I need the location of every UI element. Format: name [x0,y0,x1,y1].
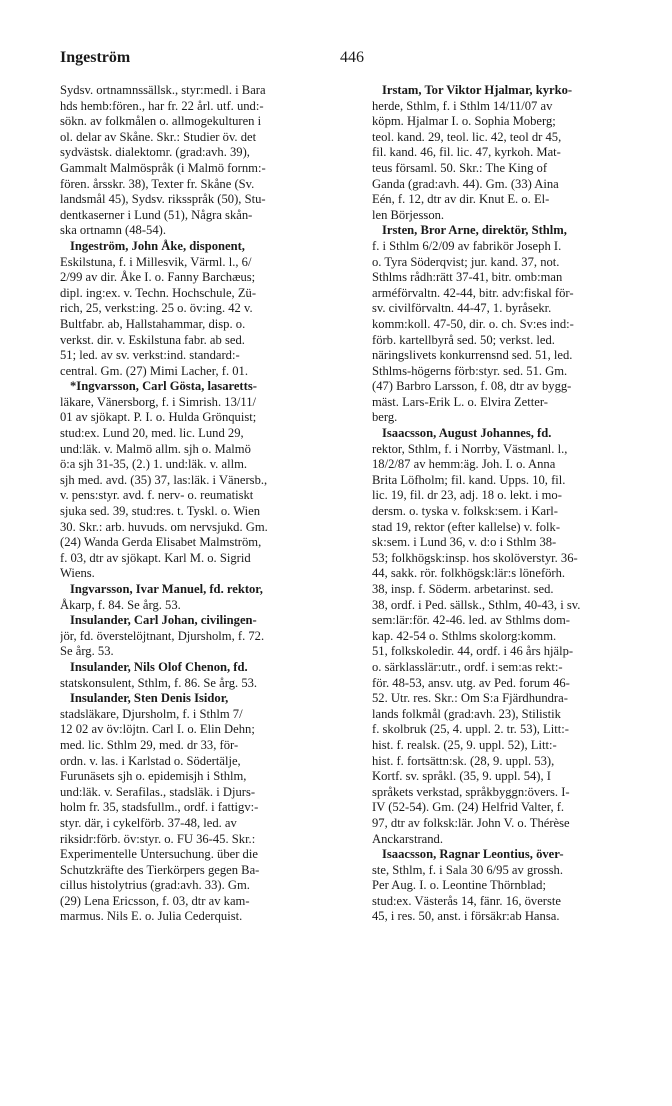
entry-text-line: ste, Sthlm, f. i Sala 30 6/95 av grossh. [372,862,563,877]
entry-text-line: cillus histolytrius (grad:avh. 33). Gm. [60,878,250,893]
entry-text-line: stud:ex. Lund 20, med. lic. Lund 29, [60,426,244,441]
entry-text-line: Sthlms rådh:rätt 37-41, bitr. omb:man [372,270,563,285]
entry-text-line: (29) Lena Ericsson, f. 03, dtr av kam- [60,893,250,908]
entry-text-line: hds hemb:fören., har fr. 22 årl. utf. und:- [60,98,264,113]
entry-text-line: stud:ex. Västerås 14, fänr. 16, överste [372,893,561,908]
entry-heading-line: Irstam, Tor Viktor Hjalmar, kyrko- [382,83,573,97]
left-column [60,83,344,925]
entry-text-line: 44, sakk. rör. folkhögsk:lär:s löneförh. [372,566,566,581]
entry-heading-line: Irsten, Bror Arne, direktör, Sthlm, [382,223,567,238]
entry-heading-line: Ingeström, John Åke, disponent, [70,238,245,253]
entry-text-line: Ganda (grad:avh. 44). Gm. (33) Aina [372,176,559,191]
entry-text-line: lic. 19, fil. dr 23, adj. 18 o. lekt. i mo- [372,488,562,503]
entry-text-line: marmus. Nils E. o. Julia Cederquist. [60,909,243,924]
entry-text-line: 12 02 av öv:löjtn. Carl I. o. Elin Dehn; [60,722,255,737]
entry-text-line: Experimentelle Untersuchung. über die [60,847,258,862]
entry-text-line: 2/99 av dir. Åke I. o. Fanny Barchæus; [60,270,256,285]
entry-text-line: Brita Löfholm; fil. kand. Upps. 10, fil. [372,472,566,487]
entry-text-line: 38, insp. f. Söderm. arbetarinst. sed. [372,582,554,596]
entry-text-line: 30. Skr.: arb. huvuds. om nervsjukd. Gm. [60,519,268,534]
entry-text-line: (24) Wanda Gerda Elisabet Malmström, [60,535,262,550]
entry-text-line: central. Gm. (27) Mimi Lacher, f. 01. [60,363,248,378]
entry-text-line: holm fr. 35, stadsfullm., ordf. i fattigv:- [60,800,259,815]
entry-text-line: Sydsv. ortnamnssällsk., styr:medl. i Bara [60,83,266,97]
entry-text-line: sökn. av folkmålen o. allmogekulturen i [60,114,262,129]
entry-heading-line: Isaacsson, Ragnar Leontius, över- [382,847,564,862]
entry-text-line: Furunäsets sjh o. epidemisjh i Sthlm, [60,769,247,784]
entry-text-line: Wiens. [60,566,95,581]
entry-text-line: Schutzkräfte des Tierkörpers gegen Ba- [60,862,260,877]
entry-text-line: f. 03, dtr av sjökapt. Karl M. o. Sigrid [60,550,251,565]
entry-heading-line: Insulander, Nils Olof Chenon, fd. [70,659,248,674]
entry-text-line: hist. f. fortsättn:sk. (28, 9. uppl. 53), [372,753,555,768]
entry-heading-line: Insulander, Carl Johan, civilingen- [70,613,257,628]
entry-heading-line: Insulander, Sten Denis Isidor, [70,691,229,706]
right-column [372,83,656,925]
entry-text-line: statskonsulent, Sthlm, f. 86. Se årg. 53. [60,675,258,690]
entry-text-line: verkst. dir. v. Eskilstuna fabr. ab sed. [60,332,245,347]
entry-text-line: 38, ordf. i Ped. sällsk., Sthlm, 40-43, i sv. [372,597,581,612]
entry-text-line: sem:lär:för. 42-46. led. av Sthlms dom- [372,613,570,628]
entry-text-line: arméförvaltn. 42-44, bitr. adv:fiskal för- [372,285,574,300]
entry-text-line: 01 av sjökapt. P. I. o. Hulda Grönquist; [60,410,257,425]
entry-text-line: v. pens:styr. avd. f. nerv- o. reumatiskt [60,488,254,503]
entry-text-line: sk:sem. i Lund 36, v. d:o i Sthlm 38- [372,535,557,550]
entry-text-line: med. lic. Sthlm 29, med. dr 33, för- [60,737,239,752]
entry-text-line: herde, Sthlm, f. i Sthlm 14/11/07 av [372,98,553,113]
entry-text-line: teus församl. 50. Skr.: The King of [372,160,548,175]
entry-text-line: språkets verkstad, språkbyggn:övers. I- [372,784,570,799]
entry-text-line: riksidr:förb. öv:styr. o. FU 36-45. Skr.: [60,831,256,846]
running-header-surname: Ingeström [60,49,131,66]
entry-text-line: sv. civilförvaltn. 44-47, 1. byråsekr. [372,301,552,316]
entry-text-line: 51; led. av sv. verkst:ind. standard:- [60,348,240,363]
entry-text-line: (47) Barbro Larsson, f. 08, dtr av bygg- [372,379,572,394]
entry-text-line: mäst. Lars-Erik L. o. Elvira Zetter- [372,394,548,409]
entry-text-line: teol. kand. 29, teol. lic. 42, teol dr 45, [372,129,562,144]
entry-text-line: Bultfabr. ab, Hallstahammar, disp. o. [60,316,246,331]
entry-text-line: berg. [372,410,398,425]
entry-heading-line: Isaacsson, August Johannes, fd. [382,426,552,441]
entry-text-line: dipl. ing:ex. v. Techn. Hochschule, Zü- [60,285,257,300]
entry-text-line: Gammalt Malmöspråk (i Malmö fornm:- [60,160,266,175]
entry-text-line: len Börjesson. [372,207,445,222]
entry-text-line: Se årg. 53. [60,644,114,659]
entry-text-line: Sthlms-högerns förb:styr. sed. 51. Gm. [372,363,568,378]
entry-text-line: lands folkmål (grad:avh. 23), Stilistik [372,706,561,721]
entry-text-line: o. Tyra Söderqvist; jur. kand. 37, not. [372,254,560,269]
entry-text-line: förb. kartellbyrå sed. 50; verkst. led. [372,332,555,347]
entry-text-line: 51, folkskoledir. 44, ordf. i 46 års hjälp- [372,644,574,659]
entry-text-line: fil. kand. 46, fil. lic. 47, kyrkoh. Mat- [372,145,561,160]
entry-text-line: köpm. Hjalmar I. o. Sophia Moberg; [372,114,556,129]
entry-text-line: hist. f. realsk. (25, 9. uppl. 52), Litt:- [372,737,557,752]
page-number: 446 [340,49,364,66]
entry-text-line: stadsläkare, Djursholm, f. i Sthlm 7/ [60,706,243,721]
entry-text-line: rich, 25, verkst:ing. 25 o. öv:ing. 42 v. [60,301,253,316]
entry-text-line: ordn. v. las. i Karlstad o. Södertälje, [60,753,241,768]
entry-text-line: näringslivets konkurrensnd sed. 51, led. [372,348,573,363]
entry-text-line: fören. årsskr. 38), Texter fr. Skåne (Sv. [60,176,255,191]
entry-text-line: komm:koll. 47-50, dir. o. ch. Sv:es ind:- [372,316,574,331]
entry-text-line: sydvästsk. dialektomr. (grad:avh. 39), [60,145,250,160]
entry-text-line: und:läk. v. Serafilas., stadsläk. i Djurs- [60,784,256,799]
entry-text-line: IV (52-54). Gm. (24) Helfrid Valter, f. [372,800,565,815]
entry-text-line: jör, fd. överstelöjtnant, Djursholm, f. 72. [60,628,265,643]
entry-text-line: 45, i res. 50, anst. i försäkr:ab Hansa. [372,909,560,924]
entry-text-line: landsmål 45), Sydsv. riksspråk (50), Stu- [60,192,266,207]
entry-text-line: f. skolbruk (25, 4. uppl. 2. tr. 53), Litt:- [372,722,569,737]
entry-text-line: ö:a sjh 31-35, (2.) 1. und:läk. v. allm. [60,457,248,472]
entry-text-line: 53; folkhögsk:insp. hos skolöverstyr. 36- [372,550,578,565]
entry-text-line: ol. delar av Skåne. Skr.: Studier öv. det [60,129,257,144]
entry-text-line: und:läk. v. Malmö allm. sjh o. Malmö [60,441,251,456]
entry-text-line: 52. Utr. res. Skr.: Om S:a Fjärdhundra- [372,691,568,706]
entry-text-line: dersm. o. tyska v. folksk:sem. i Karl- [372,504,558,519]
entry-heading-line: *Ingvarsson, Carl Gösta, lasaretts- [70,379,257,394]
entry-text-line: sjh med. avd. (35) 37, las:läk. i Vänersb., [60,472,268,487]
entry-text-line: o. särklasslär:utr., ordf. i sem:as rekt:- [372,659,563,674]
entry-text-line: för. 48-53, ansv. utg. av Ped. forum 46- [372,675,570,690]
entry-text-line: 97, dtr av folksk:lär. John V. o. Thérèse [372,815,570,830]
entry-text-line: kap. 42-54 o. Sthlms skolorg:komm. [372,628,557,643]
entry-text-line: 18/2/87 av hemm:äg. Joh. I. o. Anna [372,457,556,472]
entry-heading-line: Ingvarsson, Ivar Manuel, fd. rektor, [70,582,263,596]
entry-text-line: Per Aug. I. o. Leontine Thörnblad; [372,878,546,893]
entry-text-line: stad 19, rektor (efter kallelse) v. folk- [372,519,561,534]
entry-text-line: Kortf. sv. språkl. (35, 9. uppl. 54), I [372,769,551,784]
entry-text-line: rektor, Sthlm, f. i Norrby, Västmanl. l., [372,441,568,456]
entry-text-line: Anckarstrand. [372,831,443,846]
entry-text-line: Eén, f. 12, dtr av dir. Knut E. o. El- [372,192,550,207]
entry-text-line: Åkarp, f. 84. Se årg. 53. [60,597,181,612]
entry-text-line: läkare, Vänersborg, f. i Simrish. 13/11/ [60,394,256,409]
entry-text-line: ska ortnamn (48-54). [60,223,166,238]
entry-text-line: dentkaserner i Lund (51), Några skån- [60,207,253,222]
entry-text-line: sjuka sed. 39, stud:res. t. Tyskl. o. Wien [60,504,260,519]
entry-text-line: styr. där, i cykelförb. 37-48, led. av [60,815,237,830]
entry-text-line: Eskilstuna, f. i Millesvik, Värml. l., 6/ [60,254,252,269]
entry-text-line: f. i Sthlm 6/2/09 av fabrikör Joseph I. [372,238,562,253]
